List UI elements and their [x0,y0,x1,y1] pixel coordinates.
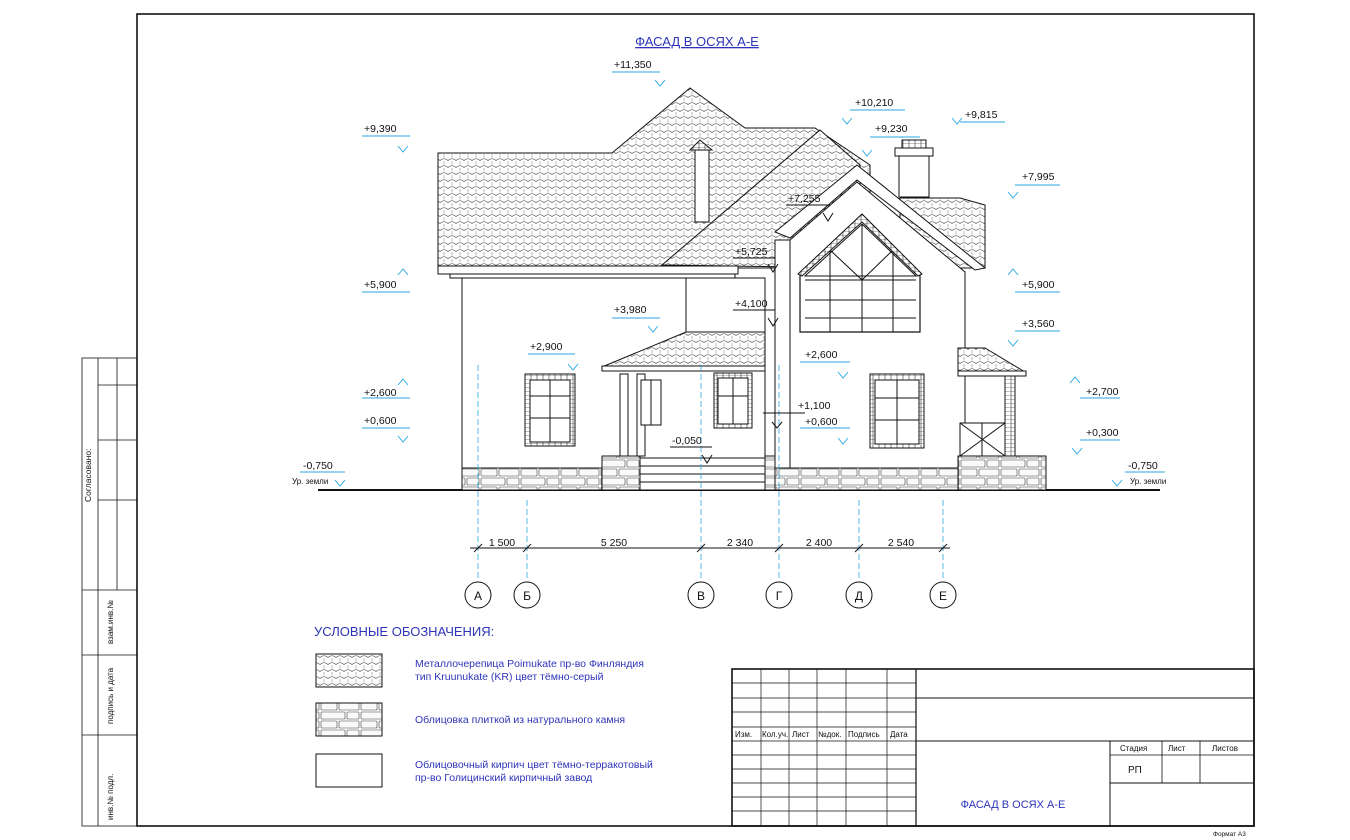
side-stamp [82,358,137,826]
elev-2600-left: +2,600 [364,387,397,399]
elev-7255: +7,255 [788,193,821,205]
legend-item-1-line2: тип Kruunukate (KR) цвет тёмно-серый [415,671,604,683]
legend-item-1-line1: Металлочерепица Poimukate пр-во Финляндия [415,658,644,670]
stamp-sheet-header: Лист [1168,744,1186,753]
elev-9815: +9,815 [965,109,998,121]
elev-2600-mid: +2,600 [805,349,838,361]
dim-2: 5 250 [600,537,628,549]
dim-1: 1 500 [488,537,516,549]
elev-0300: +0,300 [1086,427,1119,439]
elev-9390: +9,390 [364,123,397,135]
stamp-sheet-title: ФАСАД В ОСЯХ А-Е [960,799,1066,811]
elev-0600-left: +0,600 [364,415,397,427]
legend-swatch-brick [316,754,382,787]
elev-3560: +3,560 [1022,318,1055,330]
elev-5900-left: +5,900 [364,279,397,291]
stamp-col-qty: Кол.уч. [762,730,789,739]
replaced-inv-label: взам.инв.№ [106,600,115,644]
stamp-col-signature: Подпись [848,730,880,739]
ground-label-right: Ур. земли [1130,477,1167,486]
elev-10210: +10,210 [855,97,894,109]
elev-minus-0750-left: -0,750 [303,460,333,472]
elev-5725: +5,725 [735,246,768,258]
dimension-chain [470,544,950,552]
legend-item-3-line2: пр-во Голицинский кирпичный завод [415,772,593,784]
legend-item-2-line1: Облицовка плиткой из натурального камня [415,714,626,726]
format-label: Формат А3 [1213,831,1246,838]
stamp-stage-header: Стадия [1120,744,1148,753]
legend-item-3-line1: Облицовочный кирпич цвет тёмно-терракотовый [415,759,653,771]
elev-4100: +4,100 [735,298,768,310]
elev-11350: +11,350 [614,59,652,71]
ground-label-left: Ур. земли [292,477,329,486]
drawing-title: ФАСАД В ОСЯХ А-Е [635,34,759,49]
plinth-right [775,468,958,490]
elev-minus-0750-right: -0,750 [1128,460,1158,472]
axis-label-v: В [696,589,706,603]
stamp-col-change: Изм. [735,730,753,739]
elev-0600-mid: +0,600 [805,416,838,428]
stamp-stage-value: РП [1128,765,1142,776]
inv-label: инв.№ подл. [106,773,115,820]
elev-5900-right: +5,900 [1022,279,1055,291]
elev-2700: +2,700 [1086,386,1119,398]
elev-2900: +2,900 [530,341,563,353]
elev-1100: +1,100 [798,400,831,412]
legend-swatch-stone [316,703,382,736]
elev-9230: +9,230 [875,123,908,135]
stamp-col-sheet: Лист [792,730,810,739]
axis-label-g: Г [775,589,783,603]
legend-swatch-tile [316,654,382,687]
elev-3980: +3,980 [614,304,647,316]
axis-label-e: Е [938,589,948,603]
stamp-col-date: Дата [890,730,908,739]
elev-7995: +7,995 [1022,171,1055,183]
agreed-label: Согласовано: [83,448,93,502]
stamp-col-doc: №док. [818,730,842,739]
dim-4: 2 400 [805,537,833,549]
plinth-left [462,468,602,490]
dim-3: 2 340 [726,537,754,549]
stamp-sheets-header: Листов [1212,744,1238,753]
signature-date-label: подпись и дата [106,667,115,724]
legend-heading: УСЛОВНЫЕ ОБОЗНАЧЕНИЯ: [314,624,495,639]
elev-minus-0050: -0,050 [672,435,702,447]
axis-label-d: Д [854,589,864,603]
house-facade [438,88,1046,490]
axis-label-a: А [473,589,483,603]
axis-label-b: Б [523,589,531,603]
dim-5: 2 540 [887,537,915,549]
